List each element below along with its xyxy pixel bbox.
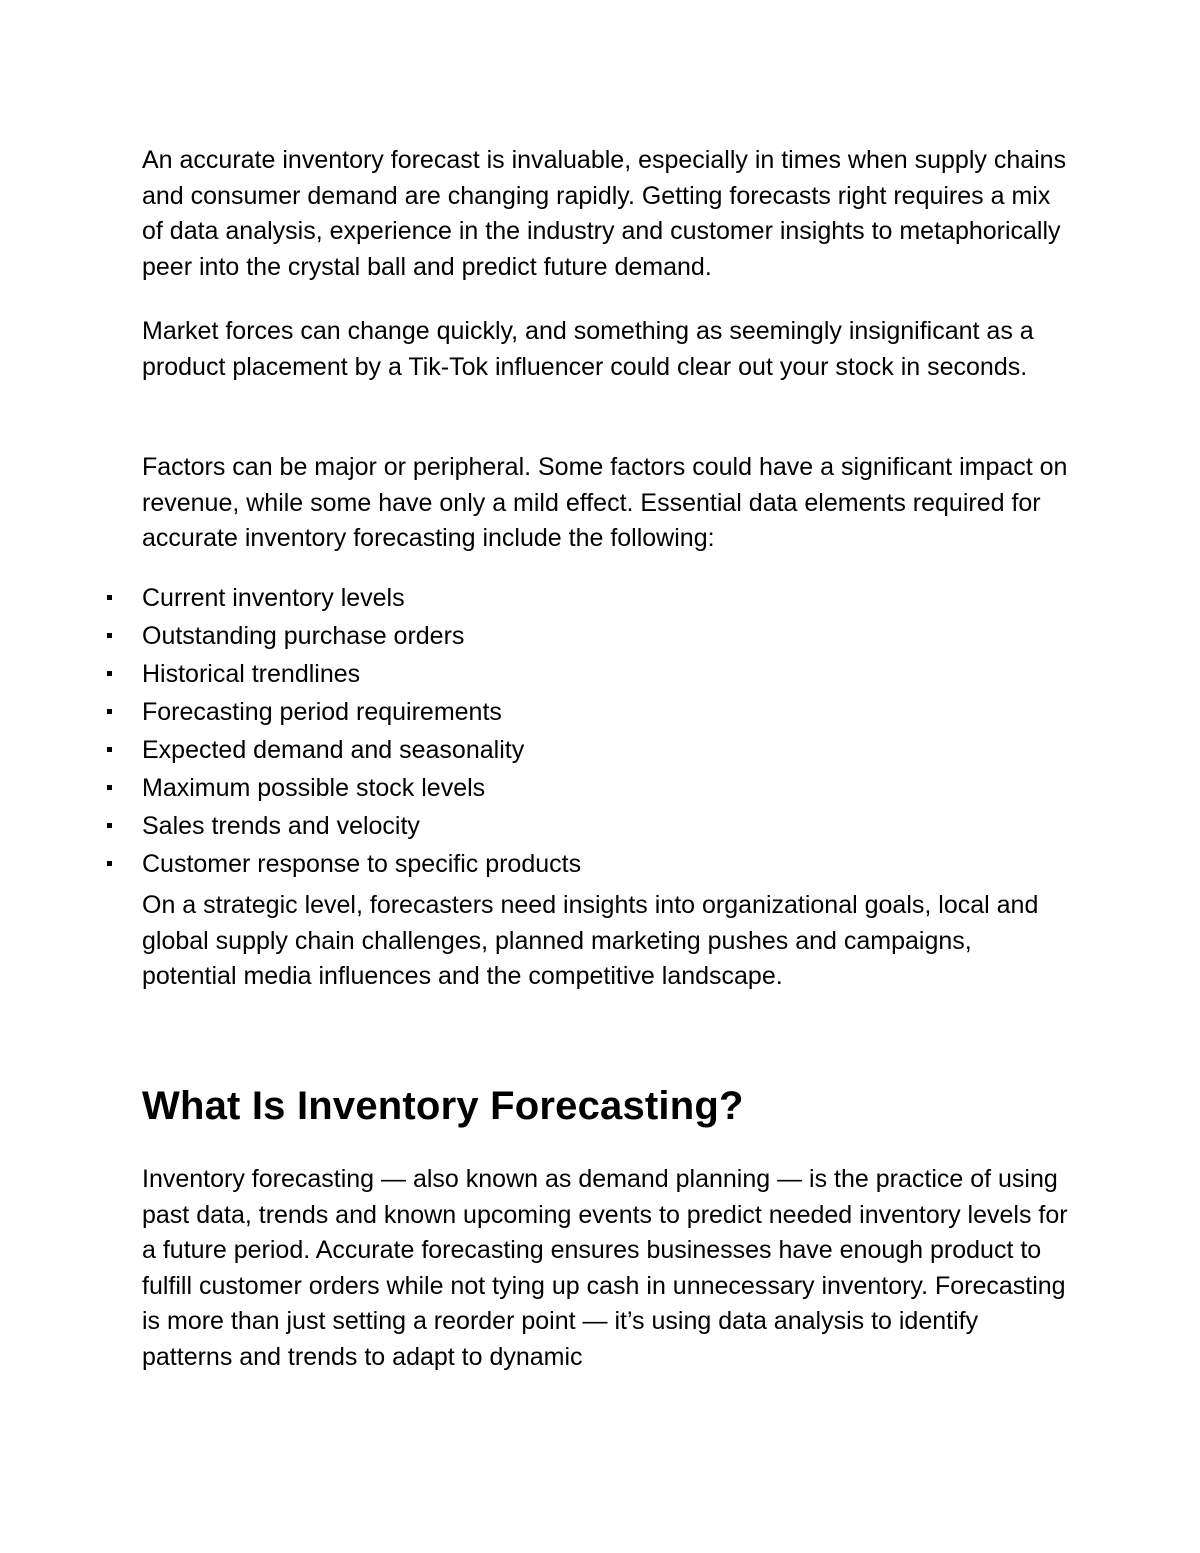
list-item-text: Expected demand and seasonality xyxy=(142,736,525,764)
intro-paragraph: An accurate inventory forecast is invaluable, especially in times when supply chains and consumer demand are changing rapidly. Getting forecasts right requires a mix of data analysis, experience in the industry and customer insights to metaphorically peer into the crystal ball and predict future demand. xyxy=(142,146,1067,281)
list-item-text: Customer response to specific products xyxy=(142,850,582,878)
bullet-icon xyxy=(107,595,112,600)
bullet-icon xyxy=(107,633,112,638)
data-elements-list xyxy=(142,580,1072,884)
list-item xyxy=(142,580,1072,618)
list-item-text: Sales trends and velocity xyxy=(142,812,420,840)
list-item-text: Outstanding purchase orders xyxy=(142,622,465,650)
section-heading: What Is Inventory Forecasting? xyxy=(142,1084,744,1128)
list-item-text: Maximum possible stock levels xyxy=(142,774,486,802)
list-item xyxy=(142,808,1072,846)
list-item-text: Forecasting period requirements xyxy=(142,698,502,726)
list-item xyxy=(142,846,1072,884)
bullet-icon xyxy=(107,823,112,828)
list-item-text: Historical trendlines xyxy=(142,660,361,688)
list-item xyxy=(142,618,1072,656)
list-item-text: Current inventory levels xyxy=(142,584,405,612)
bullet-icon xyxy=(107,671,112,676)
list-item xyxy=(142,732,1072,770)
bullet-icon xyxy=(107,709,112,714)
definition-paragraph: Inventory forecasting — also known as demand planning — is the practice of using past data, trends and known upcoming events to predict needed inventory levels for a future period. Accurate forecasting ensures businesses have enough product to fulfill customer orders while not tying up cash in unnecessary inventory. Forecasting is more than just setting a reorder point — it’s using data analysis to identify patterns and trends to adapt to dynamic xyxy=(142,1165,1068,1371)
strategic-paragraph: On a strategic level, forecasters need insights into organizational goals, local and global supply chain challenges, planned marketing pushes and campaigns, potential media influences and the competitive landscape. xyxy=(142,891,1039,990)
list-item xyxy=(142,770,1072,808)
list-item xyxy=(142,656,1072,694)
bullet-icon xyxy=(107,861,112,866)
bullet-icon xyxy=(107,785,112,790)
list-item xyxy=(142,694,1072,732)
bullet-icon xyxy=(107,747,112,752)
factors-paragraph: Factors can be major or peripheral. Some factors could have a significant impact on revenue, while some have only a mild effect. Essential data elements required for accurate inventory forecasting include the following: xyxy=(142,453,1068,552)
market-forces-paragraph: Market forces can change quickly, and something as seemingly insignificant as a product placement by a Tik-Tok influencer could clear out your stock in seconds. xyxy=(142,317,1034,381)
